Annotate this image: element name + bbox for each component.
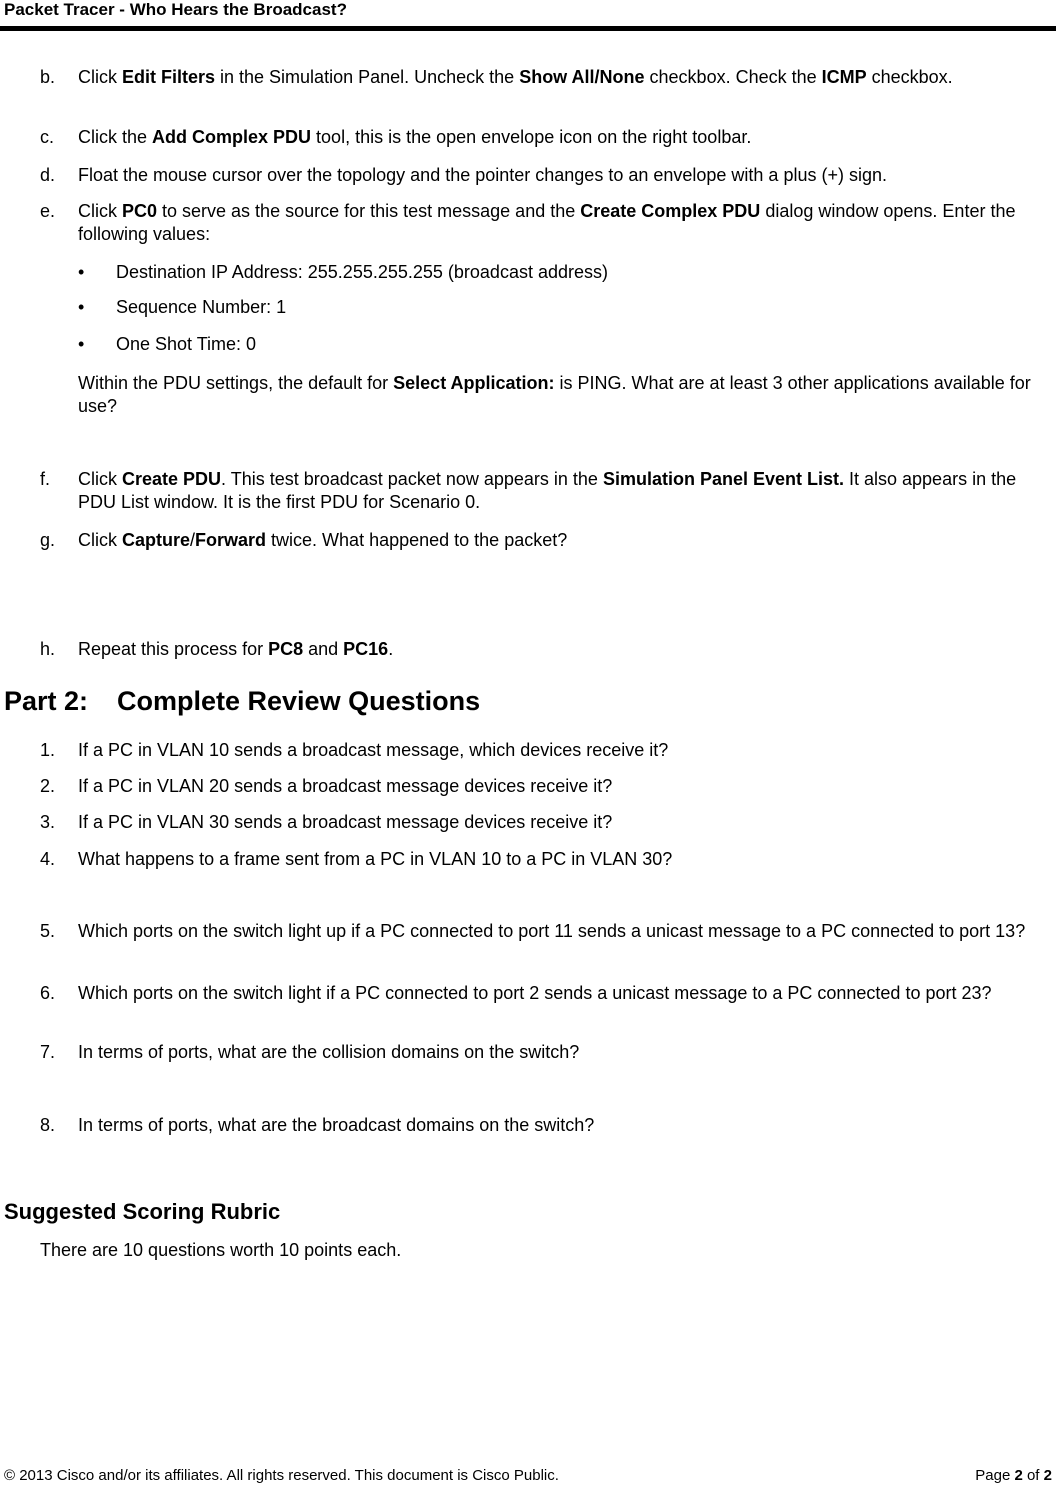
step-b: [40, 66, 1040, 89]
question-text: Which ports on the switch light if a PC connected to port 2 sends a unicast message to a PC connected to port 23?: [78, 983, 992, 1003]
question-8: [40, 1114, 1040, 1137]
step-label: h.: [40, 639, 56, 659]
bold-term: Select Application:: [393, 373, 555, 393]
text-run: It also appears in the PDU List window. It is the first PDU for Scenario 0.: [78, 469, 1017, 512]
question-text: In terms of ports, what are the collision domains on the switch?: [78, 1042, 580, 1062]
question-label: 5.: [40, 921, 56, 941]
step-text: [78, 126, 1040, 149]
question-label: 6.: [40, 983, 56, 1003]
bullet-item: [78, 333, 256, 356]
question-text: If a PC in VLAN 30 sends a broadcast message devices receive it?: [78, 812, 613, 832]
bold-term: Create PDU: [122, 469, 222, 489]
text-run: tool, this is the open envelope icon on the right toolbar.: [311, 127, 752, 147]
step-h: [40, 638, 1040, 661]
question-label: 7.: [40, 1042, 56, 1062]
question-4: [40, 848, 1040, 871]
bold-term: Show All/None: [519, 67, 645, 87]
text-run: twice. What happened to the packet?: [266, 530, 568, 550]
question-label: 2.: [40, 776, 56, 796]
text-run: to serve as the source for this test message and the: [157, 201, 581, 221]
document-header-title: Packet Tracer - Who Hears the Broadcast?: [4, 0, 347, 19]
text-run: . This test broadcast packet now appears in the: [221, 469, 603, 489]
step-text: [78, 638, 1040, 661]
question-text: If a PC in VLAN 10 sends a broadcast message, which devices receive it?: [78, 740, 669, 760]
step-e: [40, 200, 1040, 246]
bold-term: Simulation Panel Event List.: [602, 469, 844, 489]
bold-term: PC8: [268, 639, 304, 659]
question-text: Which ports on the switch light up if a PC connected to port 11 sends a unicast message to a PC connected to port 13?: [78, 921, 1026, 941]
question-text: What happens to a frame sent from a PC in VLAN 10 to a PC in VLAN 30?: [78, 849, 673, 869]
text-run: .: [388, 639, 394, 659]
text-run: is PING. What are at least 3 other applications available for use?: [78, 373, 1031, 416]
bullet-item: [78, 296, 286, 319]
bold-term: ICMP: [821, 67, 867, 87]
bullet-dot-icon: •: [78, 297, 85, 317]
step-text: [78, 468, 1040, 514]
step-g: [40, 529, 1040, 552]
step-text: [78, 200, 1040, 246]
bold-term: Add Complex PDU: [152, 127, 312, 147]
footer-copyright: © 2013 Cisco and/or its affiliates. All rights reserved. This document is Cisco Public.: [4, 1467, 559, 1484]
question-label: 1.: [40, 740, 56, 760]
bold-term: Edit Filters: [122, 67, 216, 87]
question-text: If a PC in VLAN 20 sends a broadcast message devices receive it?: [78, 776, 613, 796]
question-1: [40, 739, 1040, 762]
question-5: [40, 920, 1040, 943]
text-run: Within the PDU settings, the default for: [78, 373, 394, 393]
step-label: d.: [40, 165, 56, 185]
step-label: c.: [40, 127, 55, 147]
question-label: 4.: [40, 849, 56, 869]
bullet-dot-icon: •: [78, 334, 85, 354]
question-label: 8.: [40, 1115, 56, 1135]
pdu-settings-paragraph: [78, 372, 1038, 418]
bold-term: Create Complex PDU: [580, 201, 761, 221]
part2-number: Part 2:: [4, 686, 89, 716]
step-label: g.: [40, 530, 56, 550]
text-run: in the Simulation Panel. Uncheck the: [215, 67, 520, 87]
question-text: In terms of ports, what are the broadcast domains on the switch?: [78, 1115, 595, 1135]
question-label: 3.: [40, 812, 56, 832]
step-label: e.: [40, 201, 56, 221]
text-run: dialog window opens. Enter the following values:: [78, 201, 1016, 244]
text-run: checkbox. Check the: [644, 67, 822, 87]
bullet-text: Sequence Number: 1: [116, 297, 287, 317]
text-run: checkbox.: [866, 67, 953, 87]
page-current: 2: [1014, 1467, 1023, 1484]
page-of: of: [1022, 1467, 1044, 1484]
question-3: [40, 811, 1040, 834]
footer-page-number: [975, 1467, 1052, 1484]
page-total: 2: [1043, 1467, 1052, 1484]
step-text: [78, 529, 1040, 552]
rubric-text: There are 10 questions worth 10 points each.: [40, 1240, 402, 1260]
step-d: [40, 164, 1040, 187]
part2-heading: [4, 686, 480, 717]
bold-term: Forward: [195, 530, 267, 550]
text-run: Click: [78, 67, 122, 87]
bullet-dot-icon: •: [78, 262, 85, 282]
rubric-heading: Suggested Scoring Rubric: [4, 1199, 281, 1224]
step-text: [78, 66, 1040, 89]
step-c: [40, 126, 1040, 149]
question-2: [40, 775, 1040, 798]
question-6: [40, 982, 1040, 1005]
text-run: and: [303, 639, 344, 659]
bold-term: PC16: [343, 639, 389, 659]
step-label: b.: [40, 67, 56, 87]
text-run: Click the: [78, 127, 153, 147]
bullet-text: Destination IP Address: 255.255.255.255 (broadcast address): [116, 262, 608, 282]
bold-term: PC0: [122, 201, 158, 221]
step-text: [78, 164, 1040, 187]
part2-title: Complete Review Questions: [117, 686, 481, 716]
bullet-item: [78, 261, 608, 284]
text-run: /: [190, 530, 196, 550]
bold-term: Capture: [122, 530, 191, 550]
bullet-text: One Shot Time: 0: [116, 334, 257, 354]
step-f: [40, 468, 1040, 514]
text-run: Click: [78, 469, 122, 489]
text-run: Float the mouse cursor over the topology and the pointer changes to an envelope with a plus (+) sign.: [78, 165, 887, 185]
header-rule: [0, 26, 1056, 31]
page-prefix: Page: [975, 1467, 1015, 1484]
text-run: Click: [78, 530, 122, 550]
text-run: Repeat this process for: [78, 639, 269, 659]
text-run: Click: [78, 201, 122, 221]
step-label: f.: [40, 469, 51, 489]
question-7: [40, 1041, 1040, 1064]
